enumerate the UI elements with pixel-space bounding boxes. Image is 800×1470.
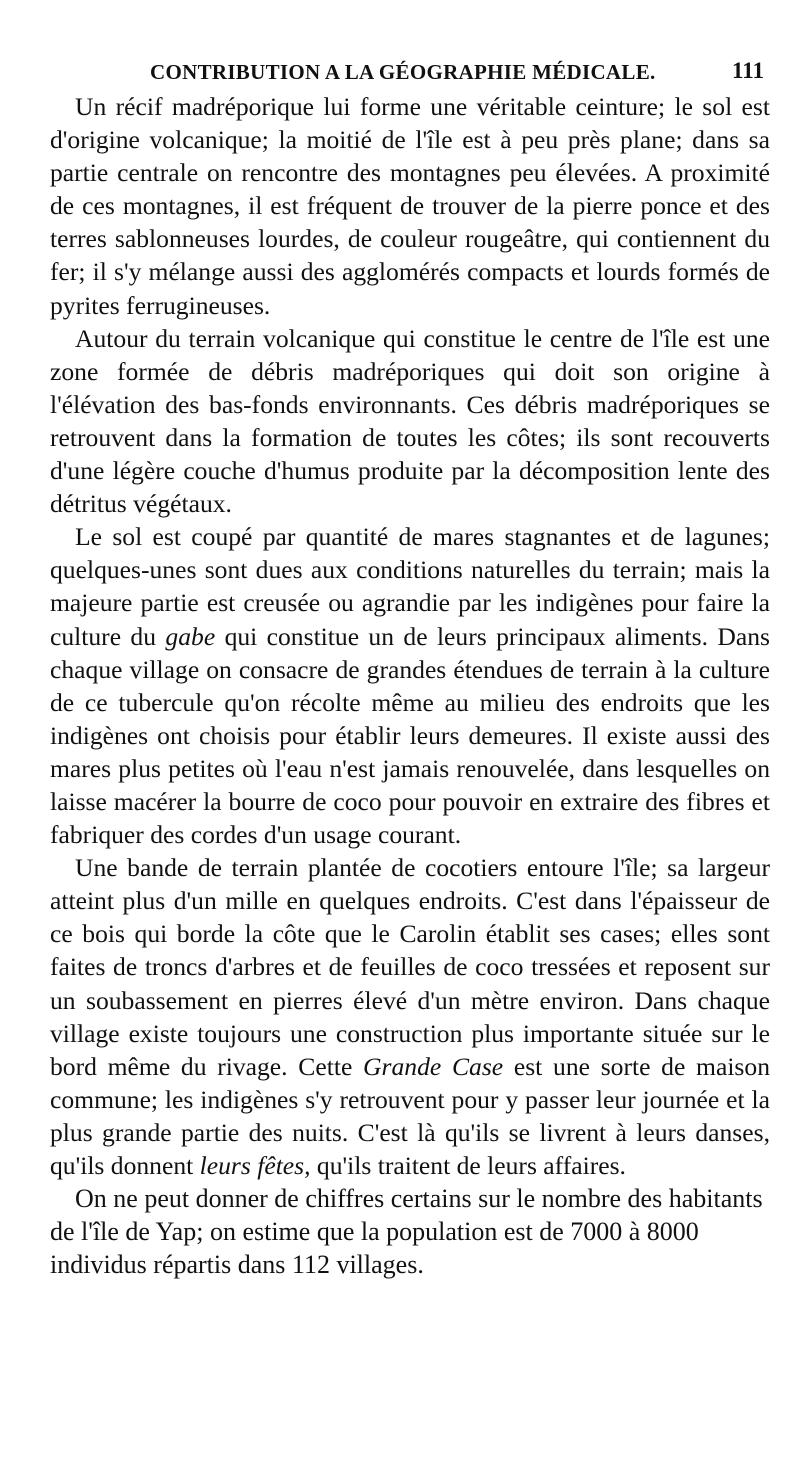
paragraph-population (50, 1182, 770, 1281)
book-page (50, 52, 770, 1281)
paragraph-lagoons (50, 520, 770, 851)
paragraph-text: Le sol est coupé par quantité de mares stagnantes et de lagunes; quelques-unes sont dues aux conditions naturelles du terrain; mais la majeure partie est creusée ou agrandie par les indigènes pour faire la culture du (50, 522, 770, 651)
paragraph-madreporic-zone (50, 322, 770, 521)
page-number: 111 (732, 58, 764, 83)
paragraph-volcanic-soil (50, 90, 770, 322)
body-text (50, 90, 770, 1281)
paragraph-text: qu'ils traitent de leurs affaires. (310, 1151, 626, 1180)
running-title: CONTRIBUTION A LA GÉOGRAPHIE MÉDICALE. (150, 60, 656, 84)
italic-term-grande-case: Grande Case (363, 1051, 504, 1081)
running-header (50, 52, 770, 88)
italic-term-fetes: leurs fêtes, (199, 1151, 311, 1180)
paragraph-coconut-band (50, 851, 770, 1182)
paragraph-text: est une sorte de maison commune; les indigènes s'y retrouvent pour y passer leur journée et la plus grande partie des nuits. C'est là qu'ils se livrent à leurs danses, qu'ils donnent (50, 1051, 770, 1180)
paragraph-text: Une bande de terrain plantée de cocotiers entoure l'île; sa largeur atteint plus d'un mille en quelques endroits. C'est dans l'épaisseur de ce bois qui borde la côte que le Carolin établit ses cases; elles sont faites de troncs d'arbres et de feuilles de coco tressées et reposent sur un soubassement en pierres élevé d'un mètre environ. Dans chaque village existe toujours une construction plus importante située sur le bord même du rivage. Cette (50, 853, 770, 1081)
paragraph-text: Un récif madréporique lui forme une véritable ceinture; le sol est d'origine volcanique; la moitié de l'île est à peu près plane; dans sa partie centrale on rencontre des montagnes peu élevées. A proximité de ces montagnes, il est fréquent de trouver de la pierre ponce et des terres sablonneuses lourdes, de couleur rougeâtre, qui contiennent du fer; il s'y mélange aussi des agglomérés compacts et lourds formés de pyrites ferrugineuses. (50, 92, 770, 320)
italic-term-gabe: gabe (165, 621, 216, 651)
paragraph-text: On ne peut donner de chiffres certains sur le nombre des habitants de l'île de Yap; on estime que la population est de 7000 à 8000 individus répartis dans 112 villages. (50, 1184, 763, 1280)
paragraph-text: Autour du terrain volcanique qui constitue le centre de l'île est une zone formée de débris madréporiques qui doit son origine à l'élévation des bas-fonds environnants. Ces débris madréporiques se retrouvent dans la formation de toutes les côtes; ils sont recouverts d'une légère couche d'humus produite par la décomposition lente des détritus végétaux. (50, 323, 770, 519)
paragraph-text: qui constitue un de leurs principaux aliments. Dans chaque village on consacre de grandes étendues de terrain à la culture de ce tubercule qu'on récolte même au milieu des endroits que les indigènes ont choisis pour établir leurs demeures. Il existe aussi des mares plus petites où l'eau n'est jamais renouvelée, dans lesquelles on laisse macérer la bourre de coco pour pouvoir en extraire des fibres et fabriquer des cordes d'un usage courant. (50, 621, 770, 850)
